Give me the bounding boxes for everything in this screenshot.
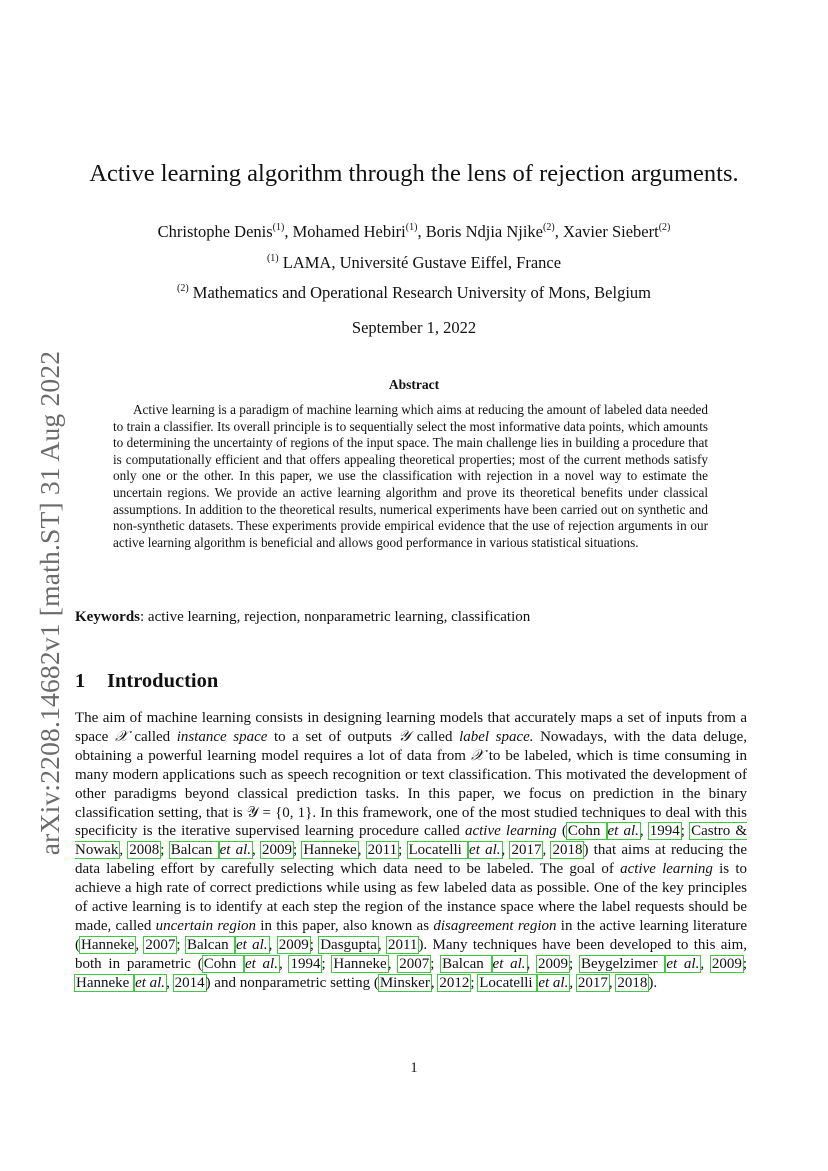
- citation-link[interactable]: Hanneke: [81, 936, 135, 953]
- body-text: ,: [268, 936, 278, 953]
- emphasized-text: active learning: [620, 861, 713, 878]
- body-text: called: [127, 728, 177, 745]
- body-text: ;: [293, 842, 303, 859]
- body-text: ,: [501, 842, 511, 859]
- body-text: ,: [377, 936, 387, 953]
- citation-link[interactable]: 2011: [367, 842, 398, 859]
- body-text: (: [556, 823, 567, 840]
- keywords-list: : active learning, rejection, nonparametric learning, classification: [140, 609, 531, 625]
- body-text: ;: [309, 936, 320, 953]
- body-text: ,: [387, 955, 399, 972]
- citation-link[interactable]: 2012: [439, 974, 470, 991]
- body-text: ,: [357, 842, 367, 859]
- body-text: ,: [166, 974, 174, 991]
- section-title: Introduction: [107, 670, 219, 692]
- emphasized-text: label space.: [459, 728, 534, 745]
- citation-link[interactable]: Locatelli: [479, 974, 537, 991]
- citation-link[interactable]: 1994: [290, 955, 321, 972]
- citation-link[interactable]: Hanneke: [333, 955, 387, 972]
- body-text: ,: [135, 936, 145, 953]
- body-text: ,: [608, 974, 617, 991]
- body-text: ;: [569, 955, 580, 972]
- citation-link[interactable]: 1994: [649, 823, 680, 840]
- author: Mohamed Hebiri$^{(1)}$,: [292, 222, 426, 241]
- body-text: ;: [742, 955, 748, 972]
- citation-link[interactable]: Balcan: [170, 842, 218, 859]
- section-number: 1: [75, 670, 86, 692]
- citation-link[interactable]: 2009: [711, 955, 742, 972]
- citation-link[interactable]: Locatelli: [408, 842, 468, 859]
- body-text: ;: [321, 955, 333, 972]
- citation-link[interactable]: 2017: [511, 842, 542, 859]
- citation-link[interactable]: 2018: [617, 974, 648, 991]
- body-text: Nowadays, with the data deluge, obtaining a powerful learning model requires a lot of data from: [75, 728, 748, 764]
- arxiv-identifier: arXiv:2208.14682v1 [math.ST] 31 Aug 2022: [34, 350, 65, 856]
- body-text: ;: [470, 974, 479, 991]
- body-text: ,: [278, 955, 290, 972]
- introduction-paragraph: [75, 709, 747, 993]
- paper-date: September 1, 2022: [351, 318, 477, 337]
- emphasized-text: uncertain region: [155, 917, 257, 934]
- citation-link[interactable]: 2007: [399, 955, 430, 972]
- citation-link[interactable]: 2017: [577, 974, 608, 991]
- citation-link[interactable]: et al.: [235, 936, 268, 953]
- body-text: ,: [542, 842, 552, 859]
- citation-link[interactable]: et al.: [219, 842, 252, 859]
- citation-link[interactable]: Castro & Nowak: [75, 823, 748, 859]
- citation-link[interactable]: et al.: [135, 974, 166, 991]
- body-text: ;: [680, 823, 691, 840]
- body-text: ;: [430, 955, 442, 972]
- citation-link[interactable]: et al.: [607, 823, 639, 840]
- emphasized-text: disagreement region: [433, 917, 557, 934]
- author: Boris Ndjia Njike$^{(2)}$,: [425, 222, 563, 241]
- paper-title: Active learning algorithm through the lens of rejection arguments.: [89, 160, 739, 187]
- citation-link[interactable]: Hanneke: [76, 974, 134, 991]
- keywords: [75, 609, 755, 626]
- body-text: called: [410, 728, 460, 745]
- body-text: ). Many techniques have been developed to this aim, both in parametric (: [75, 936, 748, 972]
- emphasized-text: 𝒳: [470, 747, 484, 764]
- body-text: in this paper, also known as: [256, 917, 434, 934]
- citation-link[interactable]: 2009: [538, 955, 569, 972]
- body-text: ) and nonparametric setting (: [205, 974, 379, 991]
- body-text: ,: [526, 955, 538, 972]
- body-text: ).: [648, 974, 658, 991]
- body-text: to a set of outputs: [267, 728, 399, 745]
- body-text: ,: [700, 955, 711, 972]
- citation-link[interactable]: 2009: [262, 842, 292, 859]
- body-text: ) that aims at reducing the data labeling effort by carefully selecting which data need to be labeled. The goal of: [75, 842, 747, 878]
- citation-link[interactable]: Balcan: [442, 955, 491, 972]
- body-text: ;: [398, 842, 408, 859]
- emphasized-text: active learning: [464, 823, 557, 840]
- body-text: ,: [252, 842, 261, 859]
- citation-link[interactable]: 2014: [174, 974, 205, 991]
- citation-link[interactable]: et al.: [469, 842, 501, 859]
- emphasized-text: instance space: [176, 728, 268, 745]
- body-text: to be labeled, which is time consuming in many modern applications such as speech recognition or text classification. This motivated the development of other paradigms beyond classical prediction tasks. In this paper, we focus on prediction in the binary classification setting, that is 𝒴 = {0, 1}. In this framework, one of the most studied techniques to deal with this specificity is the iterative supervised learning procedure called: [75, 747, 747, 840]
- citation-link[interactable]: Beygelzimer: [580, 955, 665, 972]
- citation-link[interactable]: 2007: [145, 936, 176, 953]
- citation-link[interactable]: Cohn: [567, 823, 606, 840]
- citation-link[interactable]: et al.: [538, 974, 569, 991]
- keywords-label: Keywords: [75, 609, 140, 625]
- abstract-heading: Abstract: [388, 377, 440, 392]
- page-number: 1: [410, 1060, 418, 1076]
- affiliation-2: $^{(2)}$ Mathematics and Operational Research University of Mons, Belgium: [176, 283, 652, 302]
- citation-link[interactable]: 2008: [129, 842, 160, 859]
- citation-link[interactable]: Hanneke: [303, 842, 357, 859]
- citation-link[interactable]: 2009: [278, 936, 309, 953]
- body-text: ,: [430, 974, 439, 991]
- body-text: ,: [639, 823, 649, 840]
- citation-link[interactable]: 2011: [387, 936, 418, 953]
- author: Xavier Siebert$^{(2)}$: [562, 222, 671, 241]
- section-heading: [75, 670, 218, 693]
- citation-link[interactable]: Balcan: [186, 936, 234, 953]
- author-list: [0, 222, 828, 242]
- emphasized-text: 𝒴: [398, 728, 411, 745]
- body-text: ,: [119, 842, 129, 859]
- citation-link[interactable]: 2018: [552, 842, 583, 859]
- citation-link[interactable]: Minsker: [379, 974, 430, 991]
- abstract-text: Active learning is a paradigm of machine learning which aims at reducing the amount of labeled data needed to train a classifier. Its overall principle is to sequentially select the most informative data points, which amounts to determining the uncertainty of regions of the input space. The main challenge lies in building a procedure that is computationally efficient and that offers appealing theoretical properties; most of the current methods satisfy only one or the other. In this paper, we use the classification with rejection in a novel way to estimate the uncertain regions. We provide an active learning algorithm and prove its theoretical benefits under classical assumptions. In addition to the theoretical results, numerical experiments have been carried out on synthetic and non-synthetic datasets. These experiments provide empirical evidence that the use of rejection arguments in our active learning algorithm is beneficial and allows good performance in various statistical situations.: [113, 402, 708, 550]
- citation-link[interactable]: et al.: [244, 955, 278, 972]
- body-text: in the active learning literature (: [75, 917, 747, 953]
- body-text: ,: [569, 974, 577, 991]
- citation-link[interactable]: et al.: [492, 955, 526, 972]
- citation-link[interactable]: et al.: [666, 955, 700, 972]
- affiliation-1: $^{(1)}$ LAMA, Université Gustave Eiffel, France: [266, 253, 562, 272]
- body-text: is to achieve a high rate of correct predictions while using as few labeled data as possible. One of the key principles of active learning is to identify at each step the region of the instance space where the label requests should be made, called: [75, 861, 747, 934]
- author: Christophe Denis$^{(1)}$,: [157, 222, 293, 241]
- body-text: The aim of machine learning consists in designing learning models that accurately maps a set of inputs from a space: [75, 710, 747, 745]
- citation-link[interactable]: Cohn: [203, 955, 243, 972]
- emphasized-text: 𝒳: [114, 728, 128, 745]
- body-text: ;: [176, 936, 186, 953]
- body-text: ;: [160, 842, 170, 859]
- citation-link[interactable]: Dasgupta: [320, 936, 377, 953]
